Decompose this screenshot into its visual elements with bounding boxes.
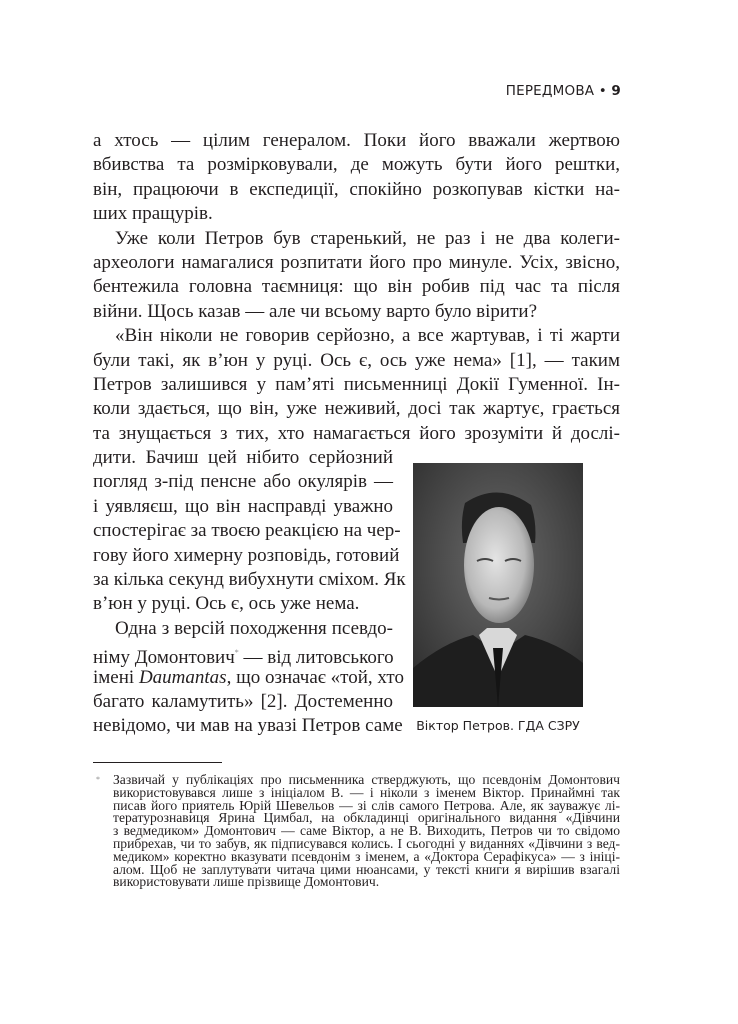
text-line: Петров залишився у пам’яті письменниці Докії Гуменної. Ін- [93, 373, 620, 395]
section-title: ПЕРЕДМОВА [505, 83, 595, 99]
text-line [93, 641, 394, 669]
text-line: за кілька секунд вибухнути сміхом. Як [93, 569, 406, 591]
footnote-marker: * [96, 775, 100, 784]
footnote-line: з ведмедиком» Домонтович — саме Віктор, а не В. Виходить, Петров чи то свідомо [113, 823, 620, 839]
text-line: дити. Бачиш цей нібито серйозний [93, 447, 393, 469]
running-header [506, 83, 621, 99]
footnote-line: алом. Щоб не заплутувати читача цими нюансами, у тексті книги я вирішив взагалі [113, 861, 620, 877]
italic-term: Daumantas [138, 666, 227, 688]
page-number: 9 [611, 83, 621, 99]
footnote-text [113, 774, 620, 889]
text-line: погляд з-під пенсне або окулярів — [93, 471, 393, 493]
text-segment: імені [93, 666, 139, 688]
text-line: Одна з версій походження псевдо- [115, 617, 393, 639]
text-line: гову його химерну розповідь, готовий [93, 544, 400, 566]
footnote-divider [93, 762, 222, 763]
portrait-photo [413, 463, 583, 707]
text-line: та знущається з тих, хто намагається його зрозуміти й дослі- [93, 422, 620, 444]
text-line: коли здається, що він, уже неживий, досі так жартує, грається [93, 398, 620, 420]
text-line: багато каламутить» [2]. Достеменно [93, 690, 393, 712]
photo-caption: Віктор Петров. ГДА СЗРУ [416, 718, 580, 733]
footnote-line: прибрехав, чи то забув, як підписувався колись. І сьогодні у виданнях «Дівчини з вед- [113, 835, 620, 851]
text-line: спостерігає за твоєю реакцією на чер- [93, 520, 401, 542]
text-line: а хтось — цілим генералом. Поки його вважали жертвою [93, 130, 620, 151]
text-line: були такі, як в’юн у руці. Ось є, ось уже нема» [1], — таким [93, 349, 620, 371]
text-line: ших пращурів. [93, 203, 213, 225]
footnote-line: тературознавиця Ярина Цимбал, на обкладинці оригінального видання «Дівчини [113, 810, 620, 826]
text-line: вбивства та розмірковували, де можуть бути його рештки, [93, 154, 620, 176]
text-line: він, працюючи в експедиції, спокійно розкопував кістки на- [93, 178, 620, 200]
footnote-line: використовувався лише з ініціалом В. — і ніколи з іменем Віктор. Принаймні так [113, 784, 620, 800]
text-line: війни. Щось казав — але чи всьому варто було вірити? [93, 300, 538, 322]
text-segment: німу Домонтович [93, 647, 235, 669]
text-line: і уявляєш, що він насправді уважно [93, 495, 393, 517]
footnote-line: використовувати лише прізвище Домонтович. [113, 874, 380, 890]
text-line [93, 666, 404, 690]
footnote-line: Зазвичай у публікаціях про письменника стверджують, що псевдонім Домонтович [113, 772, 620, 787]
text-segment: , що означає «той, хто [226, 666, 404, 688]
header-separator: • [598, 83, 607, 99]
footnote-reference: * [234, 648, 239, 658]
text-line: «Він ніколи не говорив серйозно, а все жартував, і ті жарти [115, 325, 620, 347]
text-line: в’юн у руці. Ось є, ось уже нема. [93, 593, 360, 615]
text-segment: — від литовського [238, 647, 394, 669]
footnote-line: медиком» коректно вказувати псевдонім з іменем, а «Доктора Серафікуса» — з ініці- [113, 848, 620, 864]
text-line: Уже коли Петров був старенький, не раз і не два колеги- [115, 227, 620, 249]
text-line: невідомо, чи мав на увазі Петров саме [93, 715, 403, 737]
footnote-line: писав його приятель Юрій Шевельов — зі слів самого Петрова. Але, як зауважує лі- [113, 797, 620, 813]
text-line: археологи намагалися розпитати його про минуле. Усіх, звісно, [93, 251, 620, 273]
text-line: бентежила головна таємниця: що він робив під час та після [93, 276, 620, 298]
